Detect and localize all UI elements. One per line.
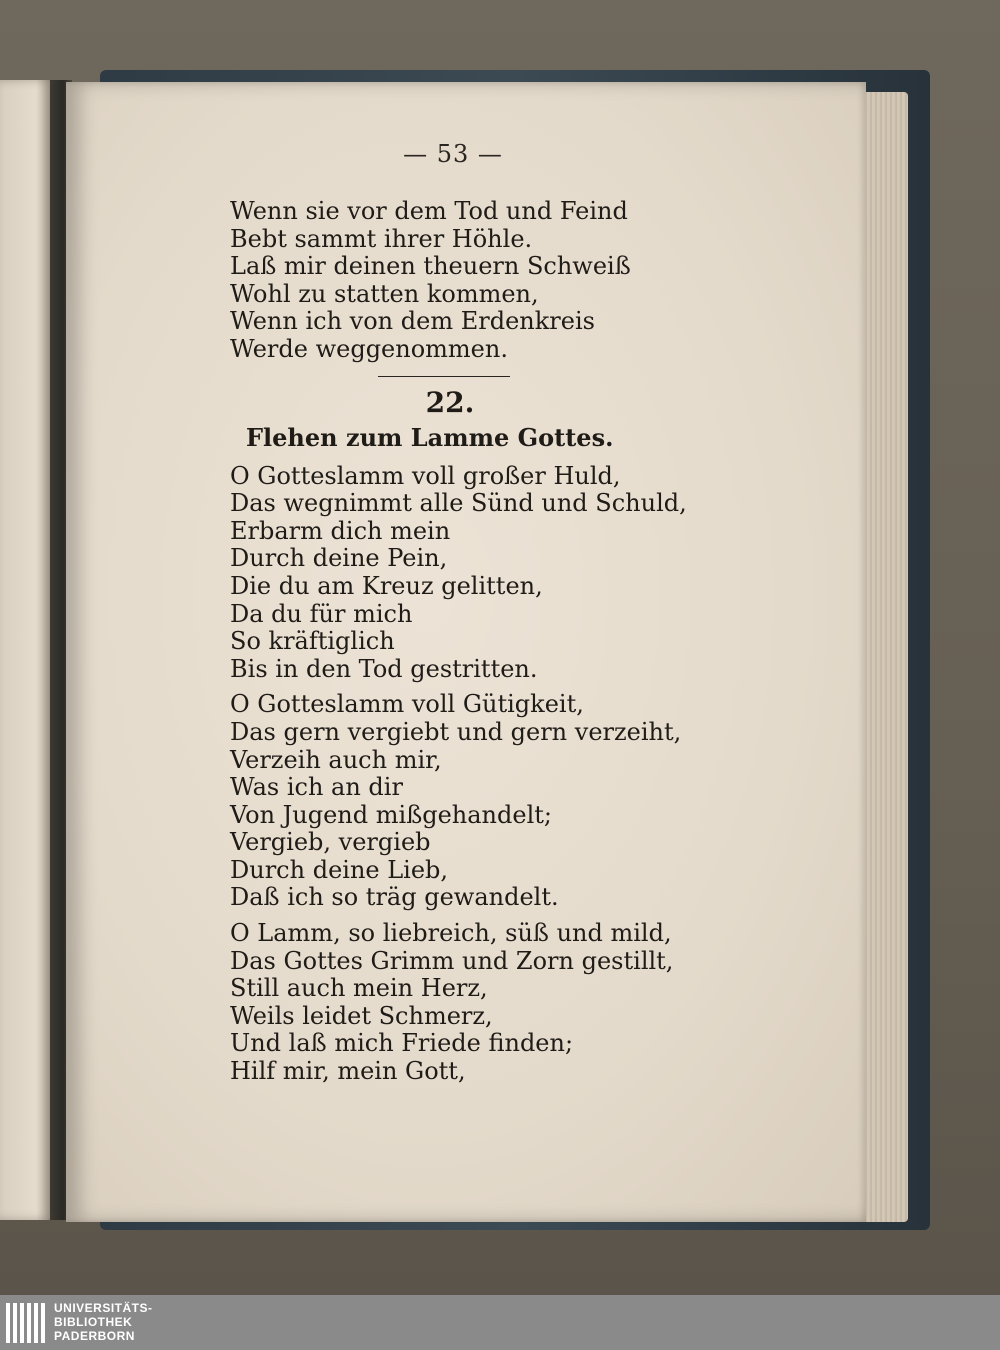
hymn-number: 22. bbox=[425, 385, 475, 419]
verse-line: Das wegnimmt alle Sünd und Schuld, bbox=[230, 489, 687, 518]
verse-line: Bebt sammt ihrer Höhle. bbox=[230, 224, 533, 253]
verse-line: Und laß mich Friede finden; bbox=[230, 1029, 574, 1058]
library-logo-text bbox=[54, 1301, 153, 1343]
section-divider bbox=[378, 376, 510, 377]
verse-line: Vergieb, vergieb bbox=[230, 828, 431, 857]
verse-line: Werde weggenommen. bbox=[230, 334, 508, 363]
verse-line: Erbarm dich mein bbox=[230, 516, 451, 545]
page-number: — 53 — bbox=[403, 140, 503, 168]
logo-line: PADERBORN bbox=[54, 1329, 135, 1343]
verse-line: Bis in den Tod gestritten. bbox=[230, 654, 538, 683]
verse-line: Verzeih auch mir, bbox=[230, 745, 442, 774]
verse-line: Laß mir deinen theuern Schweiß bbox=[230, 252, 631, 281]
stanza-2 bbox=[230, 691, 750, 912]
verse-line: Daß ich so träg gewandelt. bbox=[230, 883, 559, 912]
previous-hymn-ending bbox=[230, 198, 750, 364]
verse-line: Das Gottes Grimm und Zorn gestillt, bbox=[230, 946, 674, 975]
verse-line: Hilf mir, mein Gott, bbox=[230, 1057, 466, 1086]
verse-line: Da du für mich bbox=[230, 599, 413, 628]
verse-line: O Gotteslamm voll Gütigkeit, bbox=[230, 690, 584, 719]
verse-line: Die du am Kreuz gelitten, bbox=[230, 571, 543, 600]
previous-page-edge bbox=[0, 80, 52, 1220]
verse-line: Weils leidet Schmerz, bbox=[230, 1001, 493, 1030]
verse-line: Durch deine Lieb, bbox=[230, 855, 449, 884]
library-footer-bar bbox=[0, 1295, 1000, 1350]
logo-line: BIBLIOTHEK bbox=[54, 1315, 133, 1329]
verse-line: Durch deine Pein, bbox=[230, 544, 448, 573]
library-logo-icon bbox=[6, 1303, 46, 1343]
verse-line: O Gotteslamm voll großer Huld, bbox=[230, 461, 621, 490]
stanza-1 bbox=[230, 463, 750, 684]
verse-line: Wenn ich von dem Erdenkreis bbox=[230, 307, 595, 336]
logo-line: UNIVERSITÄTS- bbox=[54, 1301, 153, 1315]
verse-line: Das gern vergiebt und gern verzeiht, bbox=[230, 717, 682, 746]
verse-line: Wohl zu statten kommen, bbox=[230, 279, 539, 308]
page-text bbox=[230, 198, 750, 1086]
verse-line: Still auch mein Herz, bbox=[230, 974, 488, 1003]
verse-line: So kräftiglich bbox=[230, 627, 395, 656]
verse-line: Von Jugend mißgehandelt; bbox=[230, 800, 552, 829]
hymn-title: Flehen zum Lamme Gottes. bbox=[246, 422, 614, 452]
stanza-3 bbox=[230, 920, 750, 1086]
verse-line: Wenn sie vor dem Tod und Feind bbox=[230, 197, 628, 225]
verse-line: O Lamm, so liebreich, süß und mild, bbox=[230, 919, 672, 948]
verse-line: Was ich an dir bbox=[230, 773, 403, 802]
